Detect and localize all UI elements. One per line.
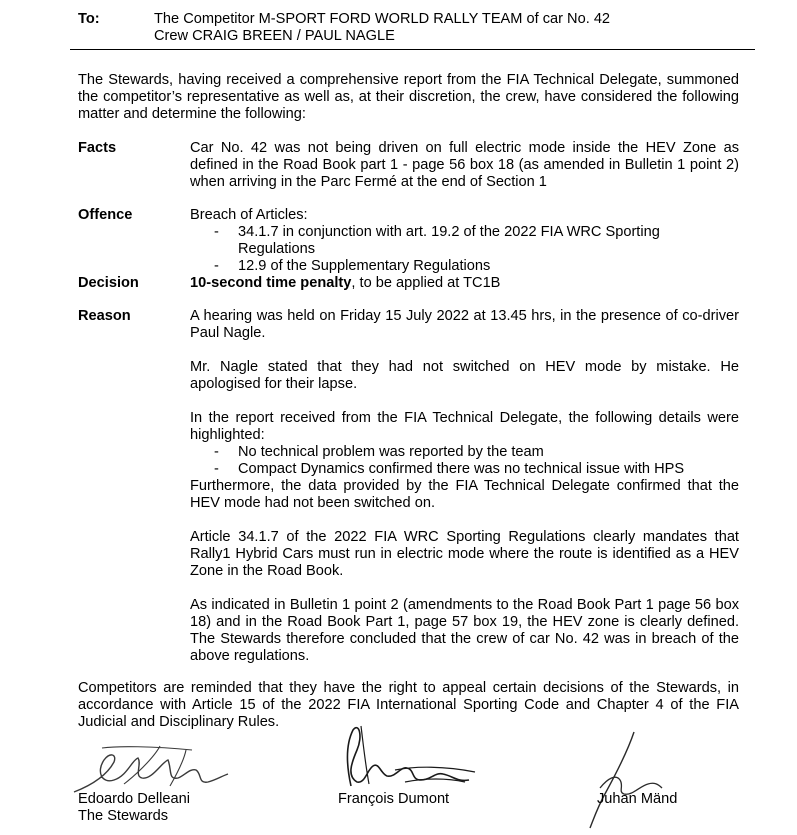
appeal-notice: Competitors are reminded that they have the right to appeal certain decisions of the Stewards, in accordance with Article 15 of the 2022 FIA International Sporting Code and Chapter 4 of the FIA Judicial and Disciplinary Rules. [78,680,739,730]
reason-block [190,308,739,665]
recipient-line-1: The Competitor M-SPORT FORD WORLD RALLY TEAM of car No. 42 [154,11,611,27]
offence-list [190,224,739,275]
list-item: - No technical problem was reported by the team [214,444,544,460]
reason-paragraph-3b: Furthermore, the data provided by the FIA Technical Delegate confirmed that the HEV mode had not been switched on. [190,478,739,511]
decision-label: Decision [78,275,139,291]
to-label: To: [78,11,100,27]
stewards-role: The Stewards [78,808,169,824]
reason-paragraph-4: Article 34.1.7 of the 2022 FIA WRC Sporting Regulations clearly mandates that Rally1 Hybrid Cars must run in electric mode where the route is identified as a HEV Zone in the Road Book. [190,529,739,579]
list-item: - 34.1.7 in conjunction with art. 19.2 of the 2022 FIA WRC Sporting Regulations [214,224,660,257]
reason-label: Reason [78,308,131,324]
reason-paragraph-2: Mr. Nagle stated that they had not switched on HEV mode by mistake. He apologised for their lapse. [190,359,739,392]
reason-paragraph-1: A hearing was held on Friday 15 July 2022 at 13.45 hrs, in the presence of co-driver Paul Nagle. [190,308,739,341]
reason-paragraph-5: As indicated in Bulletin 1 point 2 (amendments to the Road Book Part 1 page 56 box 18) and in the Road Book Part 1, page 57 box 19, the HEV zone is clearly defined. The Stewards therefore concluded that the crew of car No. 42 was in breach of the above regulations. [190,597,739,664]
offence-block [190,207,739,275]
list-item: - 12.9 of the Supplementary Regulations [214,258,491,274]
list-item: - Compact Dynamics confirmed there was no technical issue with HPS [214,461,685,477]
decision-penalty: 10-second time penalty [190,275,352,291]
offence-label: Offence [78,207,133,223]
offence-text: Breach of Articles: [190,207,308,223]
facts-text: Car No. 42 was not being driven on full electric mode inside the HEV Zone as defined in the Road Book part 1 - page 56 box 18 (as amended in Bulletin 1 point 2) when arriving in the Parc Fermé at the end of Section 1 [190,140,739,190]
signature-dumont [335,722,485,797]
facts-label: Facts [78,140,117,156]
intro-paragraph: The Stewards, having received a comprehensive report from the FIA Technical Delegate, summoned the competitor’s representative as well as, at their discretion, the crew, have considered the following matter and determine the following: [78,72,739,122]
signatory-name-3: Juhan Mänd [597,791,678,807]
signature-mand [588,730,668,835]
reason-paragraph-3: In the report received from the FIA Technical Delegate, the following details were highlighted: [190,410,739,443]
header-divider [70,49,755,50]
decision-text [190,275,739,292]
recipient-line-2: Crew CRAIG BREEN / PAUL NAGLE [154,28,395,44]
decision-rest: , to be applied at TC1B [351,275,501,291]
reason-list [190,444,739,478]
signatory-name-1: Edoardo Delleani [78,791,190,807]
signatory-name-2: François Dumont [338,791,450,807]
